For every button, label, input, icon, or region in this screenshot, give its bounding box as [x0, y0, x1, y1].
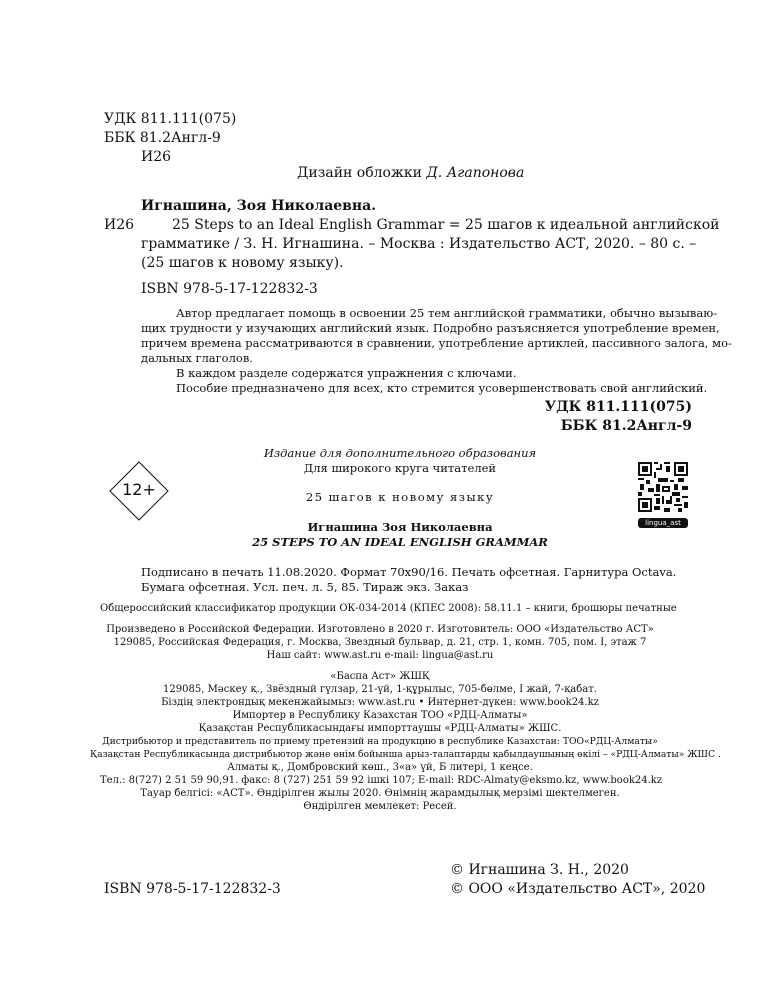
edition-type: Издание для дополнительного образования [263, 446, 537, 460]
udk-code: УДК 811.111(075) [104, 111, 237, 127]
publisher-contacts: Наш сайт: www.ast.ru e-mail: lingua@ast.ru [266, 650, 494, 661]
print-info-line-2: Бумага офсетная. Усл. печ. л. 5, 85. Тираж экз. Заказ [141, 580, 469, 594]
biblio-line-2: грамматике / З. Н. Игнашина. – Москва : Издательство АСТ, 2020. – 80 с. – [141, 236, 697, 252]
edition-audience: Для широкого круга читателей [303, 461, 497, 475]
print-info-line-1: Подписано в печать 11.08.2020. Формат 70х90/16. Печать офсетная. Гарнитура Octava. [141, 565, 677, 579]
cover-design-prefix: Дизайн обложки [297, 165, 427, 181]
qr-caption: lingua_ast [638, 518, 688, 528]
author-mark: И26 [141, 149, 172, 165]
qr-code [638, 462, 688, 528]
kazakh-line-11: Өндірілген мемлекет: Ресей. [303, 801, 457, 812]
kazakh-line-2: 129085, Мәскеу қ., Звёздный гүлзар, 21-үй, 1-құрылыс, 705-бөлме, I жай, 7-қабат. [163, 684, 597, 695]
abstract-line-6: Пособие предназначено для всех, кто стремится усовершенствовать свой английский. [176, 381, 708, 395]
publisher-line-2: 129085, Российская Федерация, г. Москва, Звездный бульвар, д. 21, стр. 1, комн. 705, пом. I, этаж 7 [113, 637, 647, 648]
abstract-line-5: В каждом разделе содержатся упражнения с ключами. [176, 366, 517, 380]
qr-code-icon [638, 462, 688, 512]
bbk-code: ББК 81.2Англ-9 [104, 130, 221, 146]
bbk-bold: ББК 81.2Англ-9 [560, 418, 692, 434]
kazakh-line-1: «Баспа Аст» ЖШҚ [330, 671, 430, 682]
abstract-line-1: Автор предлагает помощь в освоении 25 тем английской грамматики, обычно вызываю- [176, 306, 718, 320]
cover-design-name: Д. Агапонова [426, 165, 525, 181]
imprint-title: 25 STEPS TO AN IDEAL ENGLISH GRAMMAR [252, 535, 548, 549]
series-name: 25 шагов к новому языку [305, 490, 495, 504]
biblio-line-1: 25 Steps to an Ideal English Grammar = 25 шагов к идеальной английской [172, 217, 720, 233]
copyright-publisher: © ООО «Издательство АСТ», 2020 [450, 881, 706, 897]
kazakh-line-6: Дистрибьютор и представитель по приему претензий на продукцию в республике Казахстан: ТОО«РДЦ-Алматы» [102, 736, 658, 747]
author-heading: Игнашина, Зоя Николаевна. [141, 198, 377, 214]
abstract-line-3: причем времена рассматриваются в сравнении, употребление артиклей, пассивного залога, мо- [141, 336, 732, 350]
publisher-line-1: Произведено в Российской Федерации. Изготовлено в 2020 г. Изготовитель: ООО «Издательство АСТ» [106, 624, 654, 635]
age-rating-label: 12+ [122, 480, 156, 499]
kazakh-line-9: Тел.: 8(727) 2 51 59 90,91. факс: 8 (727) 251 59 92 ішкі 107; E-mail: RDC-Almaty@eksmo.kz, www.book24.kz [100, 775, 663, 786]
abstract-line-2: щих трудности у изучающих английский язык. Подробно разъясняется употребление времен, [141, 321, 720, 335]
abstract-line-4: дальных глаголов. [141, 351, 253, 365]
kazakh-line-5: Қазақстан Республикасындағы импорттаушы «РДЦ-Алматы» ЖШС. [198, 723, 562, 734]
imprint-author: Игнашина Зоя Николаевна [307, 520, 493, 534]
kazakh-line-7: Қазақстан Республикасында дистрибьютор және өнім бойынша арыз-талаптарды қабылдаушының өкілі – «РДЦ-Алматы» ЖШС . [90, 749, 721, 760]
kazakh-line-10: Тауар белгісі: «АСТ». Өндірілген жылы 2020. Өнімнің жарамдылық мерзімі шектелмеген. [140, 788, 620, 799]
udk-bold: УДК 811.111(075) [544, 399, 692, 415]
product-classifier: Общероссийский классификатор продукции ОК-034-2014 (КПЕС 2008): 58.11.1 – книги, брошюры печатные [100, 603, 677, 614]
footer-isbn: ISBN 978-5-17-122832-3 [104, 881, 281, 897]
kazakh-line-8: Алматы қ., Домбровский көш., 3«а» үй, Б литері, 1 кеңсе. [227, 762, 533, 773]
kazakh-line-3: Біздің электрондық мекенжайымыз: www.ast.ru • Интернет-дүкен: www.book24.kz [161, 697, 599, 708]
copyright-author: © Игнашина З. Н., 2020 [450, 862, 629, 878]
biblio-isbn: ISBN 978-5-17-122832-3 [141, 281, 318, 297]
biblio-mark: И26 [104, 217, 135, 233]
kazakh-line-4: Импортер в Республику Казахстан ТОО «РДЦ-Алматы» [232, 710, 528, 721]
cover-design-credit [297, 164, 524, 183]
biblio-line-3: (25 шагов к новому языку). [141, 255, 344, 271]
